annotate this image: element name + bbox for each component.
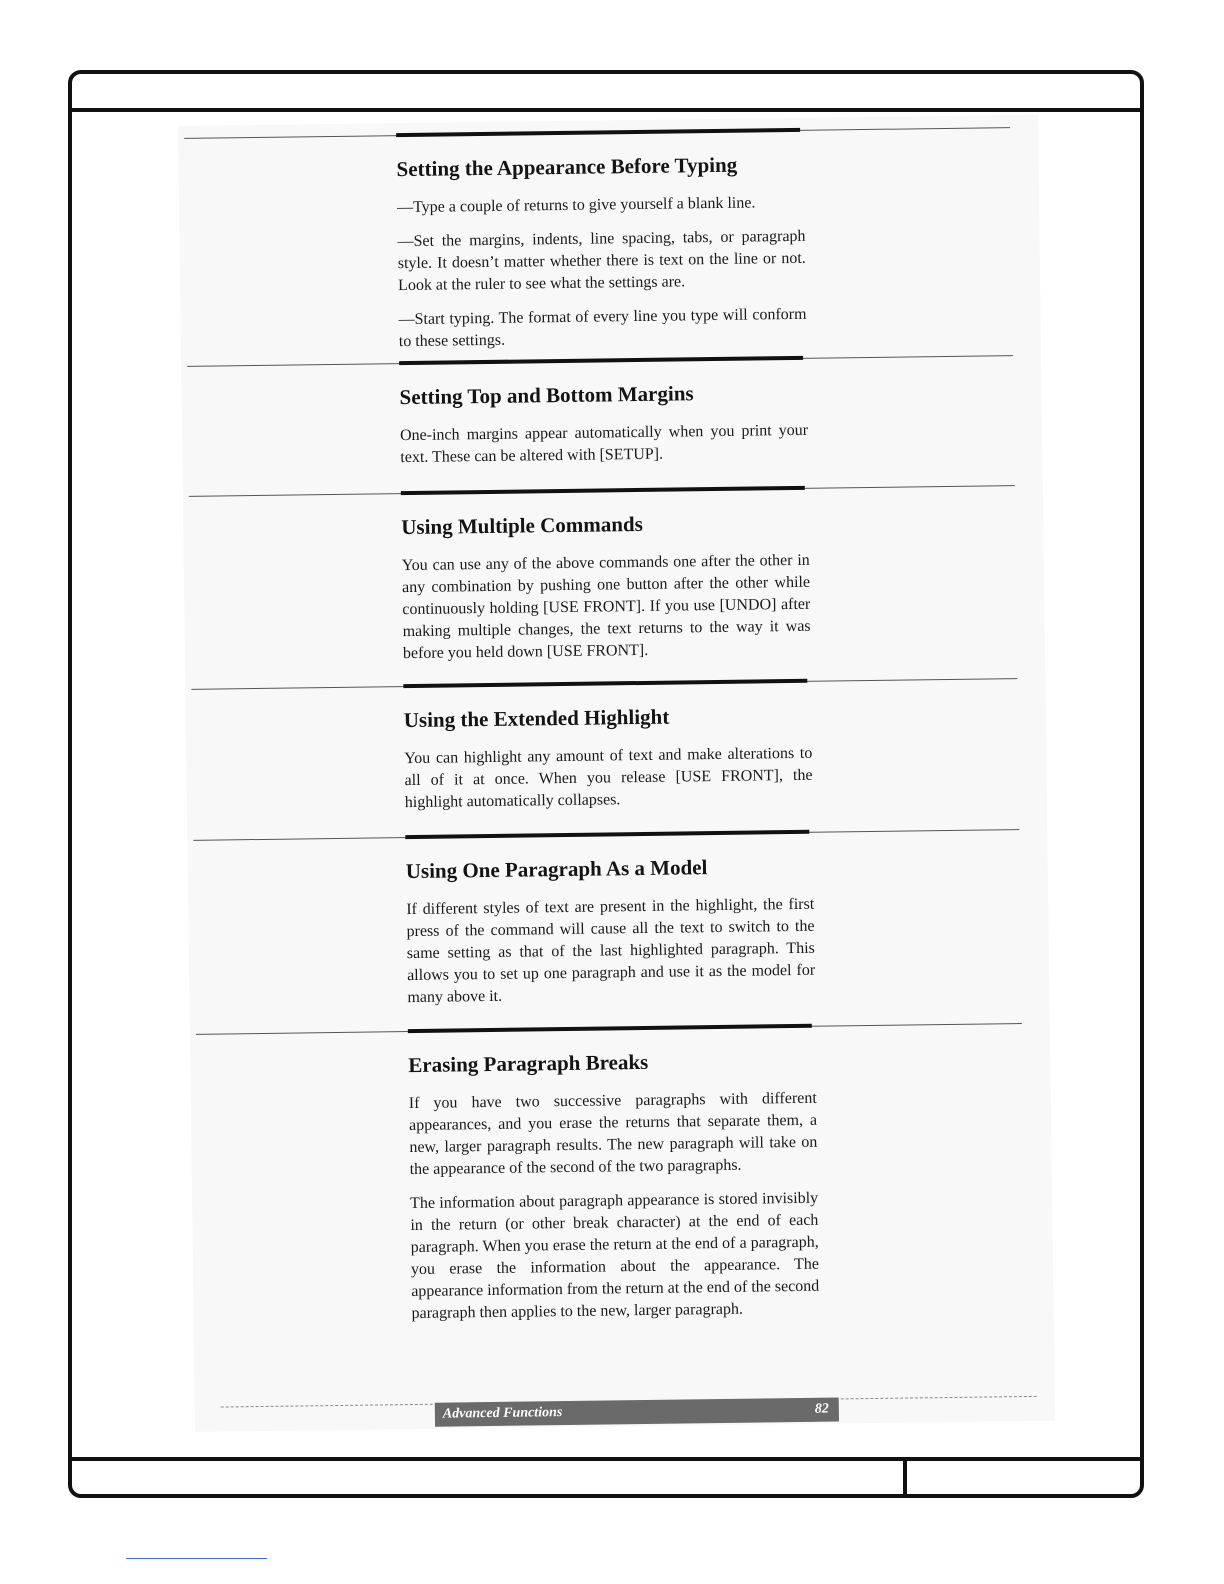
body-paragraph: You can use any of the above commands one after the other in any combination by pushing one button after the other while continuously holding [USE FRONT]. If you use [UNDO] after making multiple changes, the text returns to the way it was before you held down [USE FRONT]. <box>401 551 811 663</box>
section-body <box>397 192 807 365</box>
section-title: Setting the Appearance Before Typing <box>396 152 738 182</box>
section-body <box>402 550 812 677</box>
step-paragraph: —Type a couple of returns to give yourself a blank line. <box>396 194 756 217</box>
section-rule-thick <box>401 486 805 495</box>
page-number: 82 <box>814 1401 829 1417</box>
frame-footer-divider <box>903 1457 907 1498</box>
section-appearance-before-typing <box>178 127 1038 351</box>
section-multiple-commands <box>183 485 1043 663</box>
body-paragraph: If you have two successive paragraphs with different appearances, and you erase the returns that separate them, a new, larger paragraph results. The new paragraph will take on the appearance of the second of the two paragraphs. <box>408 1089 818 1179</box>
section-body <box>400 420 809 481</box>
footer-chapter-label: Advanced Functions <box>442 1405 563 1422</box>
scanned-manual-page <box>178 115 1055 1432</box>
frame-header-rule <box>68 108 1144 112</box>
section-rule-thick <box>408 1024 812 1033</box>
section-body <box>409 1088 820 1337</box>
section-paragraph-as-model <box>187 829 1047 1007</box>
link-underline[interactable] <box>126 1558 267 1559</box>
section-rule-thick <box>396 128 800 137</box>
section-body <box>404 743 813 826</box>
section-rule-thick <box>405 830 809 839</box>
section-erasing-paragraph-breaks <box>190 1023 1050 1323</box>
section-body <box>406 894 816 1021</box>
body-paragraph: You can highlight any amount of text and make alterations to all of it at once. When you release [USE FRONT], the highlight automatically collapses. <box>404 744 813 812</box>
section-rule-thick <box>403 679 807 688</box>
step-paragraph: —Start typing. The format of every line you type will conform to these settings. <box>398 305 807 351</box>
step-paragraph: —Set the margins, indents, line spacing, tabs, or paragraph style. It doesn’t matter whether there is text on the line or not. Look at the ruler to see what the settings are. <box>397 227 806 295</box>
section-title: Using the Extended Highlight <box>403 704 670 733</box>
section-title: Setting Top and Bottom Margins <box>399 381 694 410</box>
section-title: Using Multiple Commands <box>401 511 643 540</box>
footer-bar <box>435 1397 839 1426</box>
frame-footer-rule <box>68 1457 1144 1461</box>
body-paragraph: The information about paragraph appearance is stored invisibly in the return (or other break character) at the end of each paragraph. When you erase the return at the end of a paragraph, you erase the information about the appearance. The appearance information from the return at the end of the second paragraph then applies to the new, larger paragraph. <box>410 1189 820 1323</box>
section-extended-highlight <box>185 678 1045 812</box>
footer-dotted-rule-left <box>221 1404 433 1408</box>
section-title: Using One Paragraph As a Model <box>405 855 708 884</box>
footer-dotted-rule-right <box>841 1396 1037 1400</box>
body-paragraph: One-inch margins appear automatically when you print your text. These can be altered with [SETUP]. <box>399 421 809 467</box>
section-title: Erasing Paragraph Breaks <box>408 1049 649 1078</box>
body-paragraph: If different styles of text are present in the highlight, the first press of the command will cause all the text to switch to the same setting as that of the last highlighted paragraph. This allows you to set up one paragraph and use it as the model for many above it. <box>406 895 816 1007</box>
